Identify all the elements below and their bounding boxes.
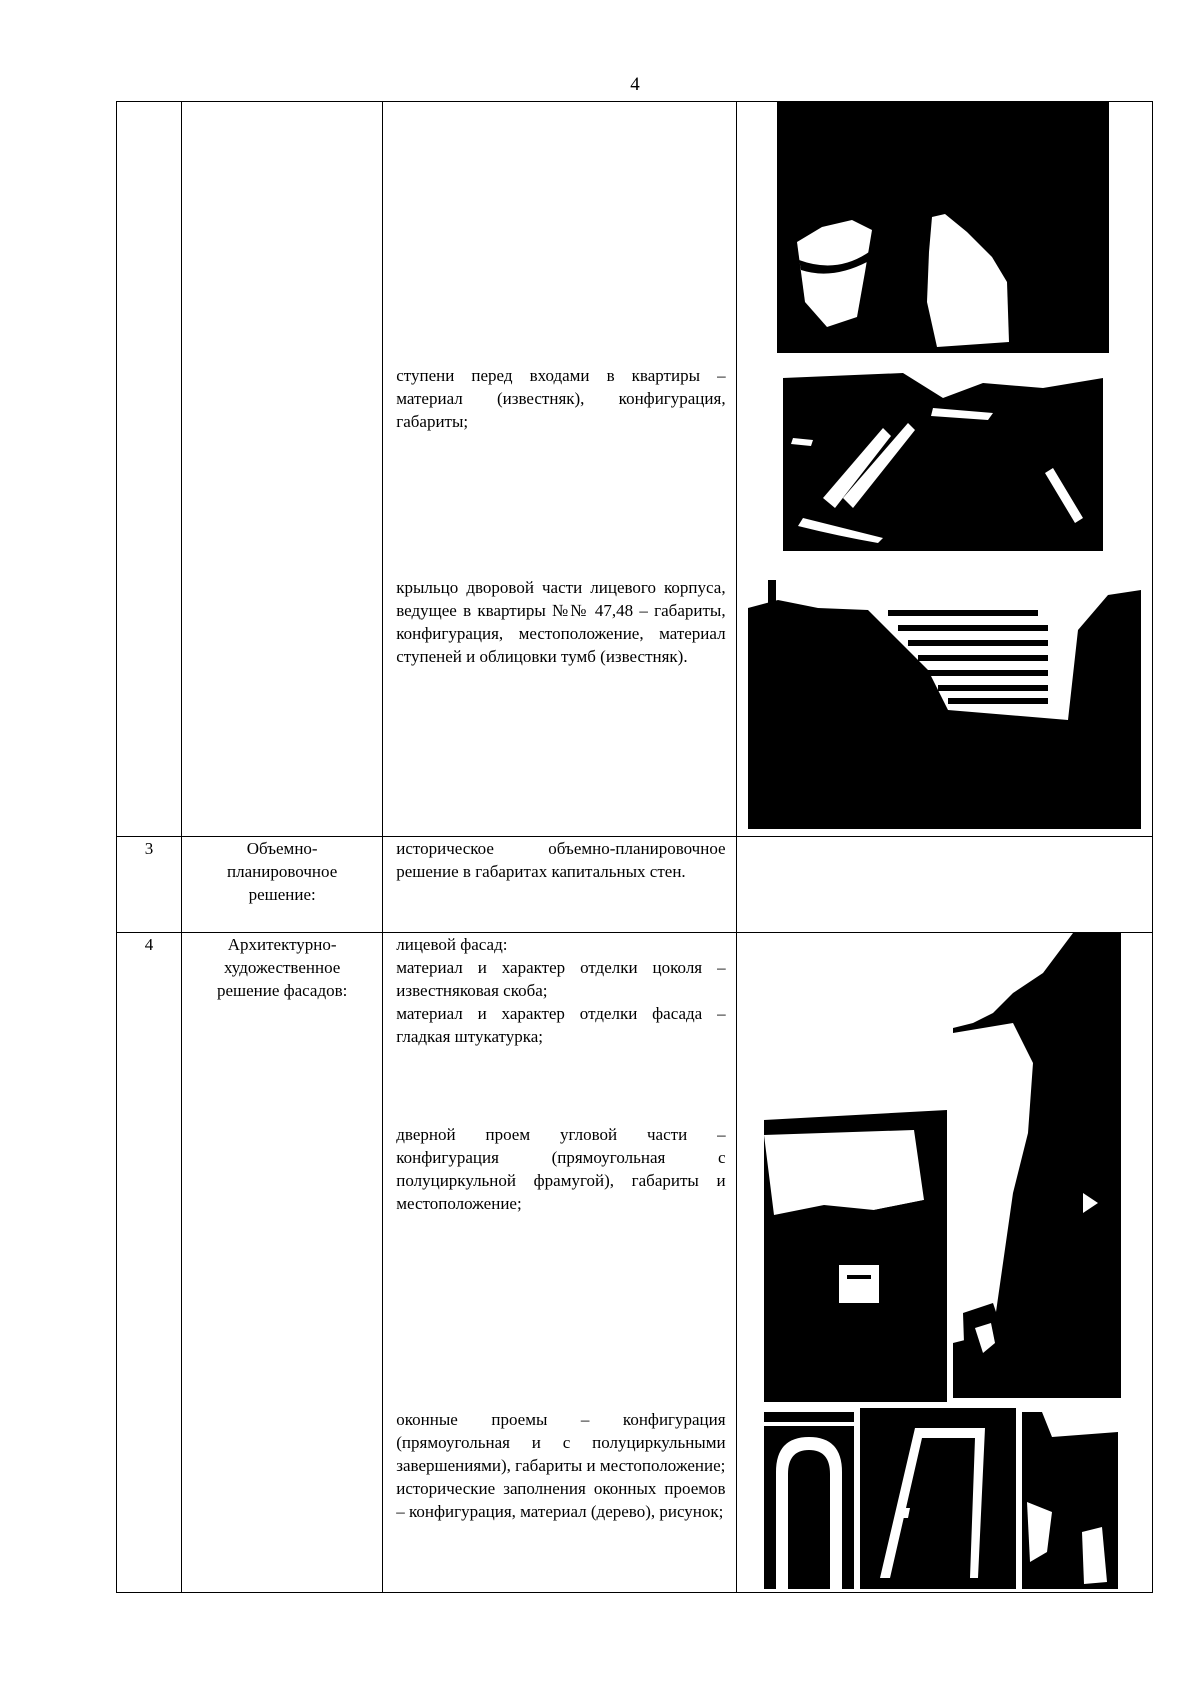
protection-subject-table <box>116 101 1153 1593</box>
window-fillings-text: исторические заполнения оконных проемов – конфигурация, материал (дерево), рисунок; <box>396 1479 726 1521</box>
page-number: 4 <box>630 74 640 95</box>
row-number: 4 <box>117 933 182 1593</box>
layout-text: историческое объемно-планировочное решение в габаритах капитальных стен. <box>396 839 726 881</box>
steps-photo-2 <box>783 358 1103 551</box>
row-photos <box>736 837 1152 933</box>
window-detail-photo <box>1022 1412 1118 1589</box>
row-description <box>383 837 736 933</box>
row-photos <box>736 102 1152 837</box>
row-title <box>182 102 383 837</box>
facade-finish-text: материал и характер отделки фасада – гладкая штукатурка; <box>396 1004 726 1046</box>
doorway-photo <box>764 1100 947 1402</box>
plinth-text: материал и характер отделки цоколя – известняковая скоба; <box>396 958 726 1000</box>
facade-photo <box>953 933 1121 1398</box>
porch-photo <box>748 570 1141 829</box>
row-description <box>383 102 736 837</box>
table-row <box>117 837 1153 933</box>
steps-text: ступени перед входами в квартиры – материал (известняк), конфигурация, габариты; <box>396 366 726 431</box>
window-photo <box>860 1408 1016 1589</box>
row-description <box>383 933 736 1593</box>
window-openings-text: оконные проемы – конфигурация (прямоугольная и с полуциркульными завершениями), габариты и местоположение; <box>396 1410 726 1475</box>
row-title: Архитектурно-художественное решение фасадов: <box>182 933 383 1593</box>
row-photos <box>736 933 1152 1593</box>
row-number <box>117 102 182 837</box>
table-row <box>117 102 1153 837</box>
table-row <box>117 933 1153 1593</box>
row-title: Объемно-планировочное решение: <box>182 837 383 933</box>
porch-text: крыльцо дворовой части лицевого корпуса, ведущее в квартиры №№ 47,48 – габариты, конфигурация, местоположение, материал ступеней и облицовки тумб (известняк). <box>396 578 726 666</box>
row-number: 3 <box>117 837 182 933</box>
doorway-text: дверной проем угловой части – конфигурация (прямоугольная с полуциркульной фрамугой), габариты и местоположение; <box>396 1125 726 1213</box>
facade-heading: лицевой фасад: <box>396 935 508 954</box>
arched-window-photo <box>764 1412 854 1589</box>
steps-photo-1 <box>777 102 1109 353</box>
